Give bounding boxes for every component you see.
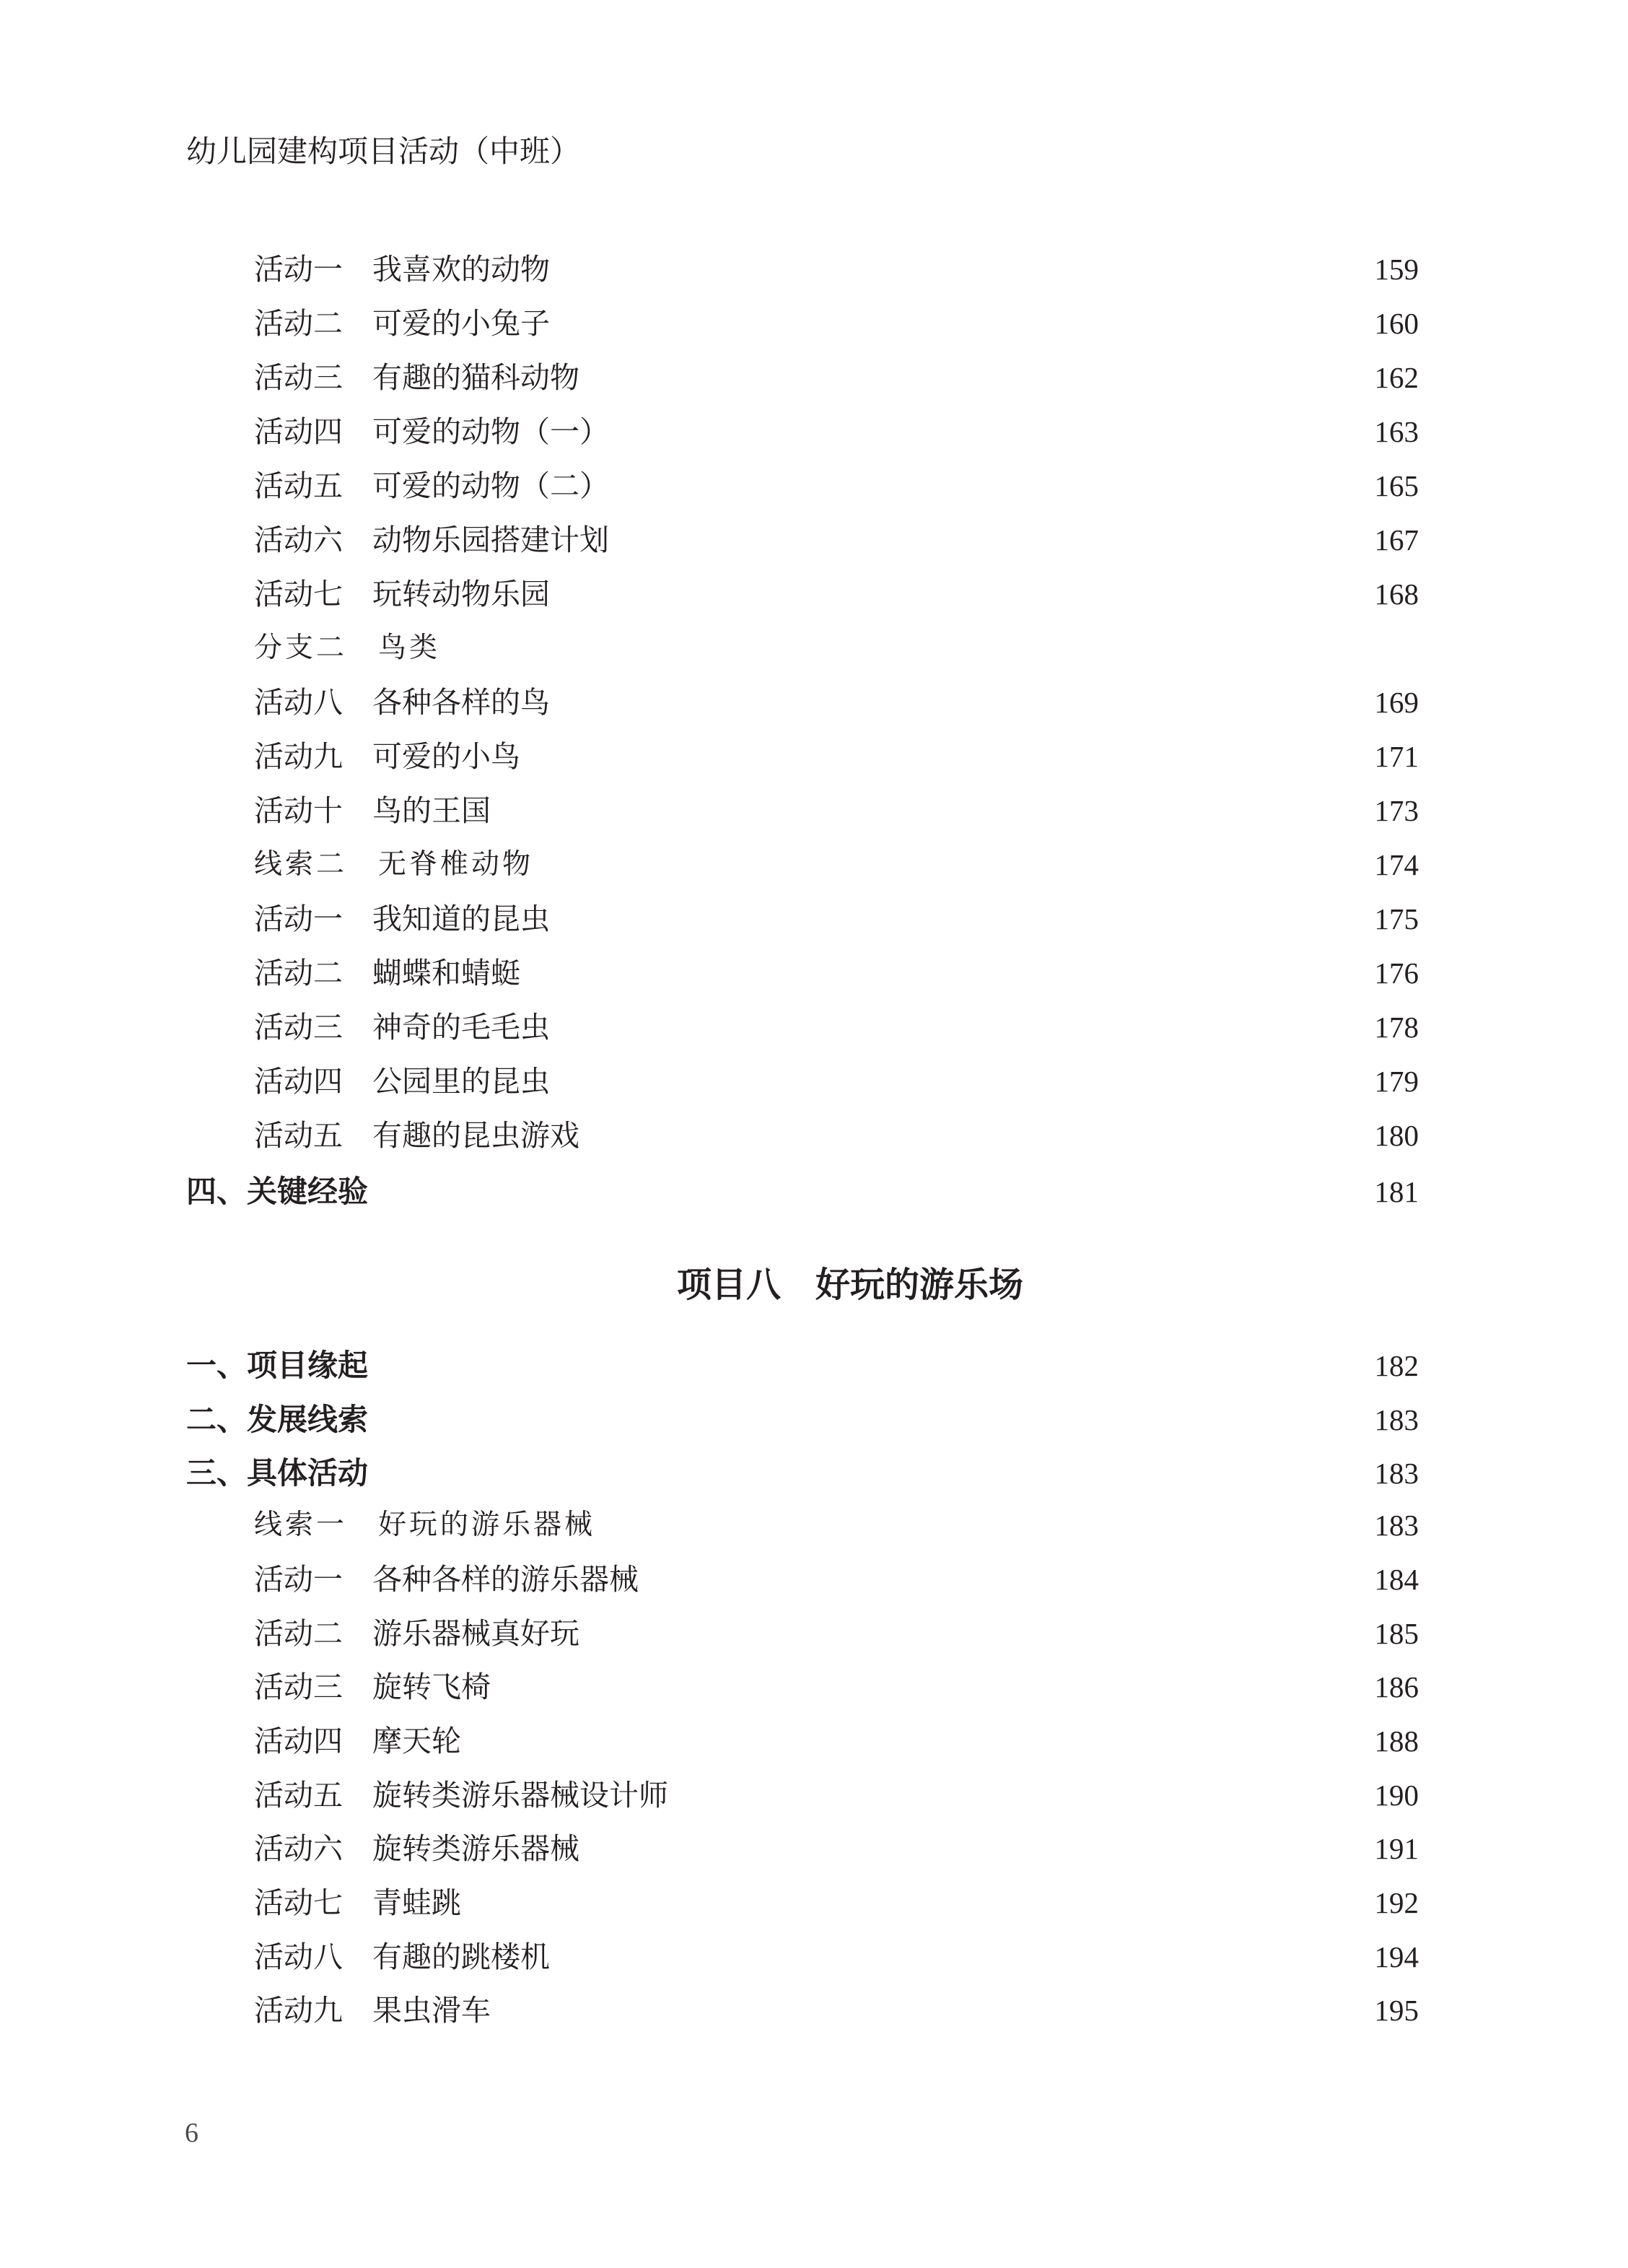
- toc-entry-label: 活动十 鸟的王国: [254, 793, 491, 828]
- toc-entry-label: 活动五 旋转类游乐器械设计师: [254, 1777, 668, 1813]
- toc-entry-clue: [0, 1504, 1628, 1547]
- toc-entry-page: 162: [1374, 361, 1419, 394]
- toc-entry-label: 四、关键经验: [186, 1174, 369, 1209]
- toc-entry-label: 活动九 可爱的小鸟: [254, 739, 520, 774]
- toc-entry-page: 159: [1374, 253, 1419, 286]
- toc-entry-page: 184: [1374, 1562, 1419, 1596]
- toc-entry-label: 活动五 有趣的昆虫游戏: [254, 1118, 579, 1153]
- toc-entry-page: 183: [1374, 1509, 1419, 1543]
- toc-entry-label: 活动八 有趣的跳楼机: [254, 1939, 550, 1974]
- toc-entry-activity: [0, 356, 1628, 399]
- toc-entry-label: 活动八 各种各样的鸟: [254, 685, 550, 720]
- toc-entry-label: 活动三 旋转飞椅: [254, 1670, 491, 1705]
- toc-entry-page: 191: [1374, 1832, 1419, 1866]
- toc-entry-page: 190: [1374, 1778, 1419, 1812]
- toc-entry-activity: [0, 1558, 1628, 1601]
- toc-entry-page: 194: [1374, 1940, 1419, 1973]
- toc-entry-label: 三、具体活动: [186, 1455, 369, 1491]
- toc-entry-label: 活动二 可爱的小兔子: [254, 306, 550, 341]
- toc-entry-page: 179: [1374, 1065, 1419, 1098]
- toc-entry-page: 165: [1374, 469, 1419, 502]
- toc-entry-activity: [0, 518, 1628, 562]
- toc-entry-activity: [0, 248, 1628, 291]
- toc-entry-label: 活动三 神奇的毛毛虫: [254, 1010, 550, 1044]
- toc-entry-activity: [0, 1612, 1628, 1655]
- toc-entry-label: 线索二 无脊椎动物: [254, 848, 534, 881]
- toc-entry-page: 185: [1374, 1616, 1419, 1650]
- toc-entry-page: 167: [1374, 523, 1419, 557]
- toc-entry-page: 175: [1374, 902, 1419, 935]
- toc-entry-activity: [0, 1774, 1628, 1817]
- toc-entry-page: 176: [1374, 956, 1419, 990]
- toc-entry-activity: [0, 1665, 1628, 1709]
- running-header: 幼儿园建构项目活动（中班）: [186, 134, 581, 169]
- toc-entry-page: 174: [1374, 848, 1419, 881]
- toc-entry-activity: [0, 897, 1628, 941]
- toc-entry-label: 分支二 鸟类: [254, 632, 441, 664]
- toc-entry-page: 192: [1374, 1886, 1419, 1919]
- toc-entry-label: 活动七 青蛙跳: [254, 1885, 461, 1920]
- toc-entry-label: 一、项目缘起: [186, 1348, 369, 1383]
- toc-entry-activity: [0, 410, 1628, 453]
- toc-entry-page: 178: [1374, 1011, 1419, 1044]
- toc-entry-page: 186: [1374, 1670, 1419, 1704]
- toc-entry-activity: [0, 1827, 1628, 1870]
- toc-entry-label: 活动四 可爱的动物（一）: [254, 414, 609, 449]
- toc-entry-activity: [0, 1881, 1628, 1924]
- toc-entry-label: 活动四 公园里的昆虫: [254, 1064, 550, 1099]
- toc-entry-activity: [0, 302, 1628, 345]
- toc-entry-section: [0, 1344, 1628, 1387]
- toc-entry-section: [0, 1398, 1628, 1442]
- toc-entry-activity: [0, 1935, 1628, 1979]
- toc-entry-activity: [0, 1114, 1628, 1157]
- toc-entry-page: 163: [1374, 415, 1419, 448]
- toc-entry-page: 160: [1374, 307, 1419, 340]
- toc-entry-label: 二、发展线索: [186, 1401, 369, 1437]
- toc-entry-label: 活动一 我喜欢的动物: [254, 252, 550, 287]
- toc-entry-activity: [0, 951, 1628, 995]
- toc-entry-label: 活动一 各种各样的游乐器械: [254, 1561, 639, 1597]
- toc-entry-activity: [0, 681, 1628, 724]
- toc-entry-label: 活动四 摩天轮: [254, 1723, 461, 1758]
- toc-entry-label: 活动六 旋转类游乐器械: [254, 1831, 579, 1867]
- toc-entry-activity: [0, 1060, 1628, 1103]
- toc-entry-activity: [0, 572, 1628, 616]
- page-number: 6: [185, 2118, 198, 2148]
- project-title: 项目八 好玩的游乐场: [676, 1265, 1023, 1305]
- toc-entry-label: 线索一 好玩的游乐器械: [254, 1509, 596, 1542]
- toc-entry-label: 活动三 有趣的猫科动物: [254, 360, 579, 395]
- toc-entry-activity: [0, 464, 1628, 507]
- toc-entry-activity: [0, 735, 1628, 778]
- toc-entry-page: 188: [1374, 1724, 1419, 1758]
- toc-entry-activity: [0, 789, 1628, 832]
- toc-entry-clue: [0, 627, 1628, 670]
- toc-entry-label: 活动五 可爱的动物（二）: [254, 468, 609, 503]
- toc-entry-page: 173: [1374, 794, 1419, 827]
- toc-entry-page: 171: [1374, 740, 1419, 773]
- toc-entry-page: 195: [1374, 1994, 1419, 2028]
- toc-entry-page: 182: [1374, 1349, 1419, 1382]
- toc-entry-label: 活动二 游乐器械真好玩: [254, 1615, 579, 1651]
- toc-entry-label: 活动二 蝴蝶和蜻蜓: [254, 956, 520, 990]
- toc-entry-label: 活动九 果虫滑车: [254, 1993, 491, 2028]
- toc-entry-clue: [0, 843, 1628, 886]
- toc-entry-page: 180: [1374, 1119, 1419, 1152]
- toc-entry-activity: [0, 1006, 1628, 1049]
- toc-entry-page: 183: [1374, 1457, 1419, 1491]
- toc-entry-page: 183: [1374, 1403, 1419, 1436]
- toc-entry-label: 活动七 玩转动物乐园: [254, 577, 550, 611]
- toc-entry-page: 168: [1374, 577, 1419, 611]
- toc-entry-section: [0, 1452, 1628, 1495]
- toc-entry-activity: [0, 1989, 1628, 2032]
- toc-entry-label: 活动六 动物乐园搭建计划: [254, 523, 609, 557]
- toc-entry-label: 活动一 我知道的昆虫: [254, 902, 550, 936]
- toc-entry-activity: [0, 1719, 1628, 1763]
- toc-entry-page: 181: [1374, 1175, 1419, 1208]
- toc-entry-section: [0, 1170, 1628, 1213]
- toc-entry-page: 169: [1374, 686, 1419, 719]
